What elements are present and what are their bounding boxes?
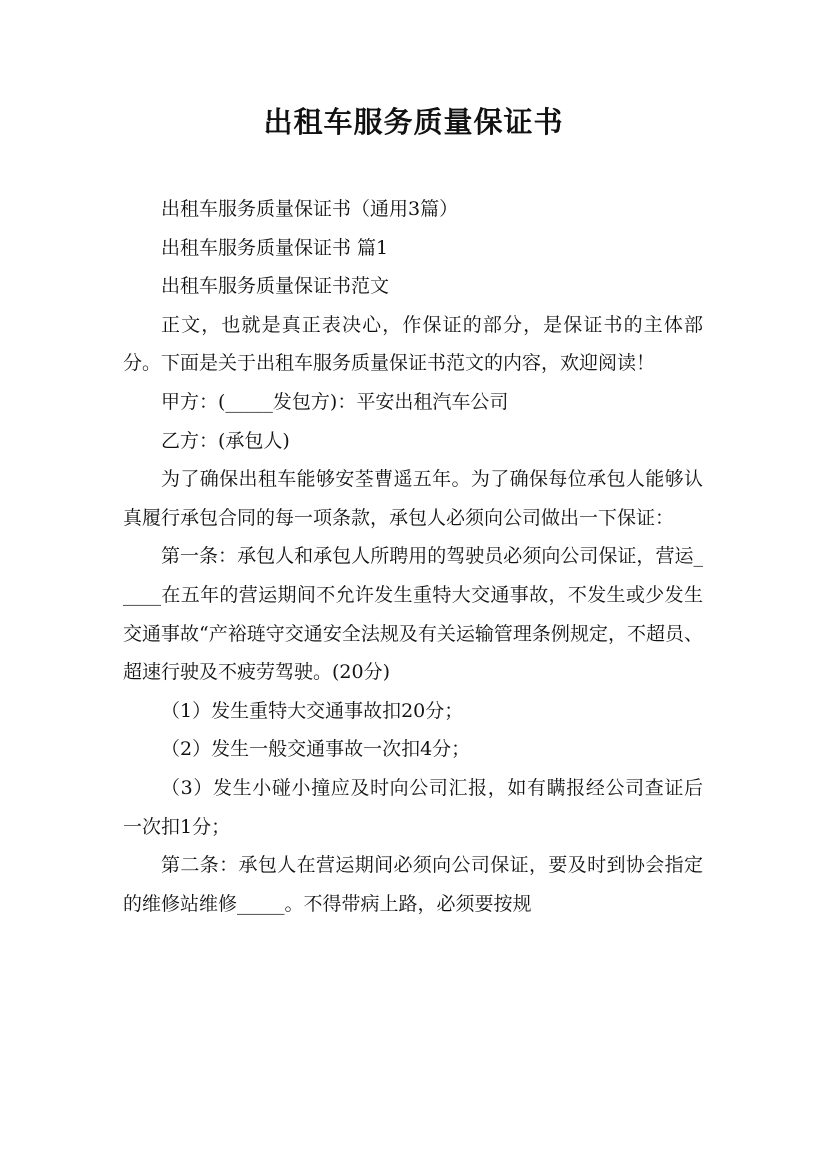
document-title: 出租车服务质量保证书 xyxy=(263,105,564,139)
paragraph-sample-heading: 出租车服务质量保证书范文 xyxy=(161,275,390,298)
paragraph-item-3: （3）发生小碰小撞应及时向公司汇报，如有瞒报经公司查证后一次扣1分； xyxy=(123,776,703,838)
paragraph-party-b: 乙方：(承包人) xyxy=(161,429,290,452)
paragraph-article-two: 第二条：承包人在营运期间必须向公司保证，要及时到协会指定的维修站维修_____。不得带病上路，必须要按规 xyxy=(123,854,703,915)
paragraph-article-one: 第一条：承包人和承包人所聘用的驾驶员必须向公司保证，营运_____在五年的营运期间不允许发生重特大交通事故，不发生或少发生交通事故“产裕琏守交通安全法规及有关运输管理条例规定，不超员、超速行驶及不疲劳驾驶。(20分) xyxy=(123,545,703,684)
paragraph-item-1: （1）发生重特大交通事故扣20分； xyxy=(161,699,464,722)
paragraph-party-a: 甲方：(_____发包方)：平安出租汽车公司 xyxy=(161,390,509,413)
paragraph-subtitle: 出租车服务质量保证书（通用3篇） xyxy=(161,198,459,220)
paragraph-intro: 正文，也就是真正表决心，作保证的部分，是保证书的主体部分。下面是关于出租车服务质量保证书范文的内容，欢迎阅读！ xyxy=(123,313,703,375)
document-body xyxy=(123,190,703,923)
paragraph-purpose: 为了确保出租车能够安荃曹遥五年。为了确保每位承包人能够认真履行承包合同的每一项条款，承包人必须向公司做出一下保证： xyxy=(123,468,703,529)
paragraph-chapter-heading: 出租车服务质量保证书 篇1 xyxy=(161,236,389,259)
paragraph-item-2: （2）发生一般交通事故一次扣4分； xyxy=(161,738,471,761)
